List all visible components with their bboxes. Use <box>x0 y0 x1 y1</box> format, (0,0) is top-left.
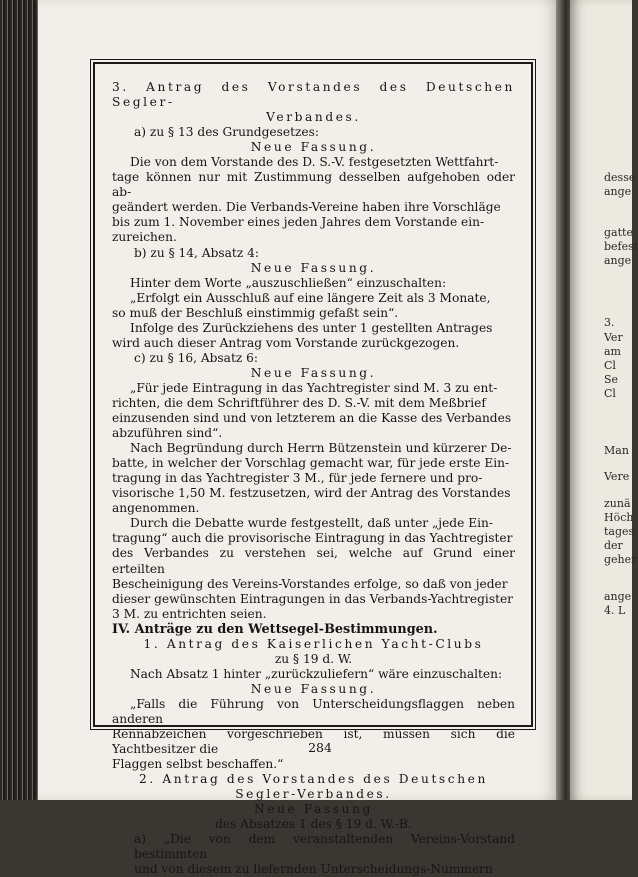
text-line: Infolge des Zurückziehens des unter 1 gestellten Antrages <box>130 320 493 335</box>
text-line: Neue Fassung. <box>250 681 377 696</box>
right-page-fragment: ange <box>604 590 632 603</box>
text-line: abzuführen sind“. <box>112 426 223 441</box>
right-page-fragment: am <box>604 345 621 358</box>
text-line: 3 M. zu entrichten seien. <box>112 606 267 621</box>
text-line: Durch die Debatte wurde festgestellt, daß unter „jede Ein- <box>130 516 493 531</box>
text-line: bis zum 1. November eines jeden Jahres dem Vorstande ein- <box>112 215 485 230</box>
right-page-fragment: geher <box>604 553 637 566</box>
right-page-fragment: Ver <box>604 331 623 344</box>
text-line: b) zu § 14, Absatz 4: <box>134 245 259 260</box>
text-line: und von diesem zu liefernden Unterscheidungs-Nummern <box>134 862 493 877</box>
text-line: wird auch dieser Antrag vom Vorstande zurückgezogen. <box>112 335 460 350</box>
text-line: c) zu § 16, Absatz 6: <box>134 350 258 365</box>
text-line: a) „Die von dem veranstaltenden Vereins-Vorstand bestimmten <box>134 832 515 862</box>
book-page-edges <box>0 0 42 800</box>
text-line: „Falls die Führung von Unterscheidungsflaggen neben anderen <box>112 696 515 726</box>
text-line: visorische 1,50 M. festzusetzen, wird der Antrag des Vorstandes <box>112 486 511 501</box>
text-line: batte, in welcher der Vorschlag gemacht war, für jede erste Ein- <box>112 456 510 471</box>
text-line: Hinter dem Worte „auszuschließen“ einzuschalten: <box>130 275 447 290</box>
text-line: Die von dem Vorstande des D. S.-V. festgesetzten Wettfahrt- <box>130 155 499 170</box>
text-line: einzusenden sind und von letzterem an die Kasse des Verbandes <box>112 411 512 426</box>
right-page-fragment: tages <box>604 525 635 538</box>
text-line: Neue Fassung <box>254 802 373 817</box>
text-line: a) zu § 13 des Grundgesetzes: <box>134 125 319 140</box>
text-line: Neue Fassung. <box>250 140 377 155</box>
right-page-fragment: desse <box>604 171 636 184</box>
text-line: Neue Fassung. <box>250 365 377 380</box>
text-line: Rennabzeichen vorgeschrieben ist, müssen sich die Yachtbesitzer die <box>112 727 515 757</box>
right-page-fragment: Man <box>604 444 629 457</box>
text-line: Nach Begründung durch Herrn Bützenstein und kürzerer De- <box>130 441 512 456</box>
right-page-fragment: 4. L <box>604 604 626 617</box>
right-page-fragment: Vere <box>604 470 630 483</box>
text-line: Segler-Verbandes. <box>235 787 392 802</box>
page-number: 284 <box>308 740 332 755</box>
text-line: Nach Absatz 1 hinter „zurückzuliefern“ wäre einzuschalten: <box>130 666 503 681</box>
text-line: so muß der Beschluß einstimmig gefaßt sein“. <box>112 305 399 320</box>
text-line: „Für jede Eintragung in das Yachtregister sind M. 3 zu ent- <box>130 380 498 395</box>
right-page-fragment: ange <box>604 254 632 267</box>
right-page-fragment: befest <box>604 240 638 253</box>
text-line: Bescheinigung des Vereins-Vorstandes erfolge, so daß von jeder <box>112 576 508 591</box>
text-line: richten, die dem Schriftführer des D. S.-V. mit dem Meßbrief <box>112 395 486 410</box>
text-line: des Verbandes zu verstehen sei, welche auf Grund einer erteilten <box>112 546 515 576</box>
right-page-fragment: zunä <box>604 497 631 510</box>
text-line: zu § 19 d. W. <box>274 651 353 666</box>
text-line: des Absatzes 1 des § 19 d. W.-B. <box>215 817 412 832</box>
text-line: Flaggen selbst beschaffen.“ <box>112 757 284 772</box>
right-page-fragment: Se <box>604 373 619 386</box>
text-line: geändert werden. Die Verbands-Vereine haben ihre Vorschläge <box>112 200 501 215</box>
right-page-fragment: der <box>604 539 623 552</box>
right-page-fragment: 3. <box>604 316 615 329</box>
text-line: 1. Antrag des Kaiserlichen Yacht-Clubs <box>143 636 484 651</box>
text-line: 2. Antrag des Vorstandes des Deutschen <box>139 772 488 787</box>
text-line: Verbandes. <box>266 110 361 125</box>
text-line: tage können nur mit Zustimmung desselben aufgehoben oder ab- <box>112 170 515 200</box>
text-line: Neue Fassung. <box>250 260 377 275</box>
right-page <box>570 0 635 800</box>
text-line: dieser gewünschten Eintragungen in das Verbands-Yachtregister <box>112 591 514 606</box>
text-line: 3. Antrag des Vorstandes des Deutschen Segler- <box>112 80 515 110</box>
right-page-fragment: Cl <box>604 387 616 400</box>
text-line: zureichen. <box>112 230 177 245</box>
text-line: „Erfolgt ein Ausschluß auf eine längere Zeit als 3 Monate, <box>130 290 491 305</box>
right-page-fragment: gatte <box>604 226 633 239</box>
right-page-fragment: Höch <box>604 511 634 524</box>
page-text-block <box>112 80 515 877</box>
right-page-fragment: ange <box>604 185 632 198</box>
text-line: angenommen. <box>112 501 200 516</box>
text-line: tragung in das Yachtregister 3 M., für jede fernere und pro- <box>112 471 483 486</box>
section-heading: IV. Anträge zu den Wettsegel-Bestimmungen. <box>112 621 438 637</box>
text-line: tragung“ auch die provisorische Eintragung in das Yachtregister <box>112 531 513 546</box>
right-page-fragment: Cl <box>604 359 616 372</box>
